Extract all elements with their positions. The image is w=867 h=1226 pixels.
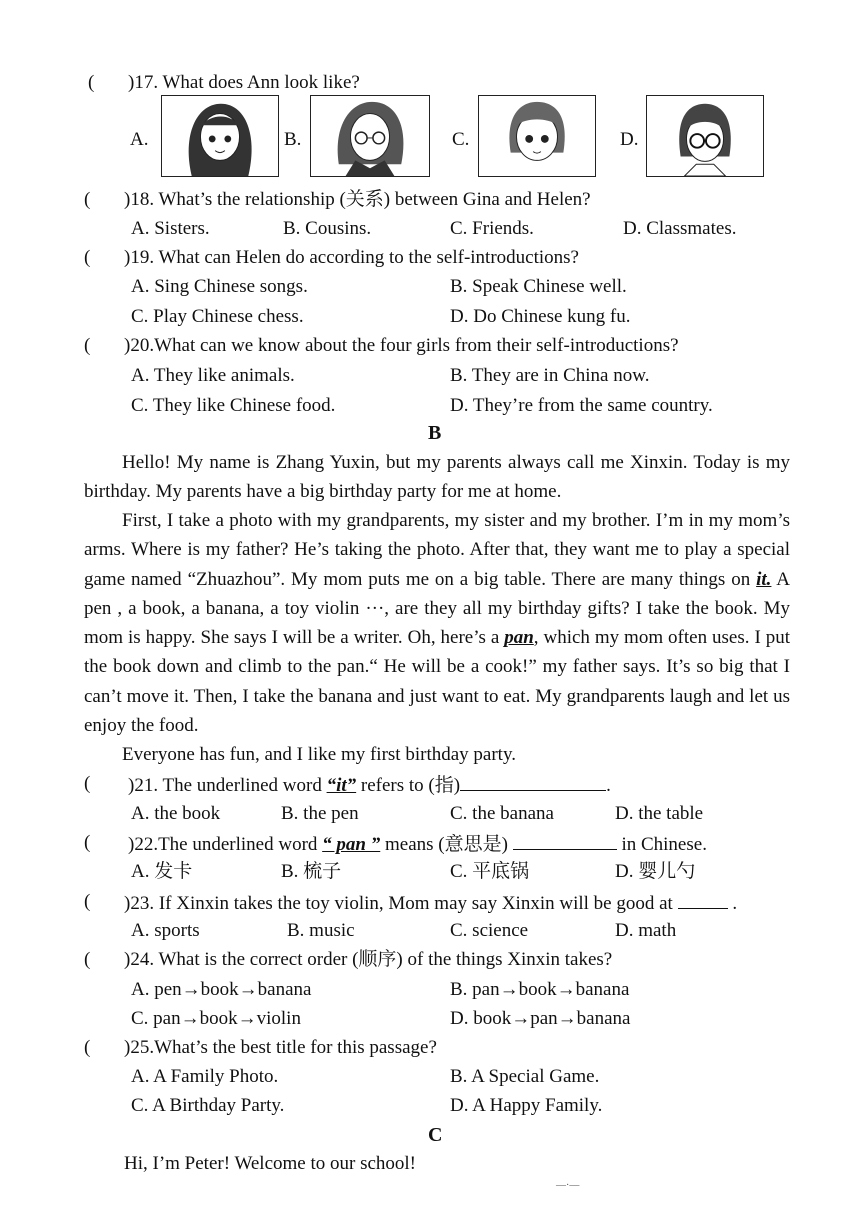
girl-long-hair-picture[interactable] bbox=[161, 95, 279, 177]
passage-b-paragraph-2 bbox=[84, 506, 790, 740]
passage-b-paragraph-3: Everyone has fun, and I like my first birthday party. bbox=[122, 744, 516, 765]
option-d[interactable]: D. math bbox=[615, 920, 677, 941]
stem-text: refers to (指) bbox=[356, 775, 461, 796]
option-c[interactable]: C. Play Chinese chess. bbox=[131, 306, 304, 327]
option-d[interactable]: D. the table bbox=[615, 803, 704, 824]
option-c[interactable]: C. the banana bbox=[450, 803, 554, 824]
passage-text: First, I take a photo with my grandparents, my sister and my brother. I’m in my mom’s arms. Where is my father? He’s taking the photo. After that, they want me to play a special game named “Zhuazhou”. My mom puts me on a big table. There are many things on bbox=[84, 510, 790, 590]
question-24-stem: )24. What is the correct order (顺序) of the things Xinxin takes? bbox=[124, 949, 613, 970]
question-17-stem: )17. What does Ann look like? bbox=[128, 72, 360, 93]
option-b[interactable]: B. the pen bbox=[281, 803, 359, 824]
answer-blank[interactable] bbox=[513, 833, 617, 850]
option-a[interactable]: A. They like animals. bbox=[131, 365, 295, 386]
option-d[interactable]: D. book→pan→banana bbox=[450, 1008, 631, 1029]
option-c[interactable]: C. science bbox=[450, 920, 529, 941]
option-b[interactable]: B. A Special Game. bbox=[450, 1066, 600, 1087]
option-c[interactable]: C. A Birthday Party. bbox=[131, 1095, 285, 1116]
option-b[interactable]: B. music bbox=[287, 920, 355, 941]
option-d[interactable]: D. Classmates. bbox=[623, 218, 737, 239]
option-letter-c[interactable]: C. bbox=[452, 129, 470, 150]
question-20-stem: )20.What can we know about the four girls from their self-introductions? bbox=[124, 335, 679, 356]
question-22-stem bbox=[128, 833, 707, 854]
option-letter-a[interactable]: A. bbox=[130, 129, 149, 150]
option-letter-b[interactable]: B. bbox=[284, 129, 302, 150]
answer-paren[interactable]: ( bbox=[88, 72, 95, 93]
option-b[interactable]: B. Cousins. bbox=[283, 218, 372, 239]
option-a[interactable]: A. pen→book→banana bbox=[131, 979, 312, 1000]
answer-paren[interactable]: ( bbox=[84, 891, 91, 912]
option-a[interactable]: A. Sisters. bbox=[131, 218, 210, 239]
option-d[interactable]: D. They’re from the same country. bbox=[450, 395, 713, 416]
section-heading-c: C bbox=[428, 1124, 443, 1146]
passage-text: A pen , a book, a banana, a toy violin ···, are they all my birthday gifts? I take the book. My mom is happy. She says I will be a writer. Oh, here’s a bbox=[84, 568, 790, 649]
option-d[interactable]: D. Do Chinese kung fu. bbox=[450, 306, 631, 327]
option-d[interactable]: D. 婴儿勺 bbox=[615, 861, 696, 882]
option-a[interactable]: A. Sing Chinese songs. bbox=[131, 276, 308, 297]
answer-paren[interactable]: ( bbox=[84, 1037, 91, 1058]
underlined-word-it: “it” bbox=[326, 775, 357, 796]
answer-blank[interactable] bbox=[460, 774, 606, 791]
option-c[interactable]: C. Friends. bbox=[450, 218, 534, 239]
question-19-stem: )19. What can Helen do according to the self-introductions? bbox=[124, 247, 579, 268]
stem-text: )23. If Xinxin takes the toy violin, Mom may say Xinxin will be good at bbox=[124, 893, 678, 914]
question-25-stem: )25.What’s the best title for this passage? bbox=[124, 1037, 437, 1058]
answer-paren[interactable]: ( bbox=[84, 949, 91, 970]
passage-text: , which my mom often uses. I put the book down and climb to the pan.“ He will be a cook!” my father says. It’s so big that I can’t move it. Then, I take the banana and just want to eat. My grandparents laugh and let us enjoy the food. bbox=[84, 627, 790, 737]
answer-paren[interactable]: ( bbox=[84, 335, 91, 356]
girl-glasses-curly-drawing bbox=[311, 96, 429, 176]
stem-text: . bbox=[606, 775, 611, 796]
answer-paren[interactable]: ( bbox=[84, 247, 91, 268]
scan-mark: —·— bbox=[556, 1180, 580, 1191]
option-a[interactable]: A. sports bbox=[131, 920, 200, 941]
girl-bob-glasses-picture[interactable] bbox=[646, 95, 764, 177]
stem-text: in Chinese. bbox=[616, 834, 707, 855]
option-c[interactable]: C. They like Chinese food. bbox=[131, 395, 336, 416]
underlined-word-pan: “ pan ” bbox=[322, 834, 381, 855]
stem-text: )21. The underlined word bbox=[128, 775, 327, 796]
question-23-stem bbox=[124, 892, 737, 913]
option-c[interactable]: C. 平底锅 bbox=[450, 861, 530, 882]
option-b[interactable]: B. 梳子 bbox=[281, 861, 342, 882]
girl-glasses-curly-picture[interactable] bbox=[310, 95, 430, 177]
stem-text: . bbox=[727, 893, 738, 914]
stem-text: )22.The underlined word bbox=[128, 834, 323, 855]
question-21-stem bbox=[128, 774, 611, 795]
option-b[interactable]: B. They are in China now. bbox=[450, 365, 650, 386]
girl-long-hair-drawing bbox=[162, 96, 278, 176]
option-letter-d[interactable]: D. bbox=[620, 129, 639, 150]
option-b[interactable]: B. pan→book→banana bbox=[450, 979, 630, 1000]
girl-bob-glasses-drawing bbox=[647, 96, 763, 176]
passage-b-paragraph-1: Hello! My name is Zhang Yuxin, but my parents always call me Xinxin. Today is my birthday. My parents have a big birthday party for me at home. bbox=[84, 452, 790, 503]
option-b[interactable]: B. Speak Chinese well. bbox=[450, 276, 627, 297]
girl-short-hair-picture[interactable] bbox=[478, 95, 596, 177]
option-d[interactable]: D. A Happy Family. bbox=[450, 1095, 603, 1116]
option-c[interactable]: C. pan→book→violin bbox=[131, 1008, 301, 1029]
option-a[interactable]: A. the book bbox=[131, 803, 221, 824]
passage-c-paragraph-1: Hi, I’m Peter! Welcome to our school! bbox=[124, 1153, 417, 1174]
underlined-word-pan: pan bbox=[504, 627, 534, 649]
section-heading-b: B bbox=[428, 422, 442, 444]
question-18-stem: )18. What’s the relationship (关系) between Gina and Helen? bbox=[124, 189, 591, 210]
answer-blank[interactable] bbox=[678, 892, 728, 909]
underlined-word-it: it. bbox=[756, 568, 772, 590]
option-a[interactable]: A. A Family Photo. bbox=[131, 1066, 279, 1087]
stem-text: means (意思是) bbox=[380, 834, 513, 855]
girl-short-hair-drawing bbox=[479, 96, 595, 176]
answer-paren[interactable]: ( bbox=[84, 832, 91, 853]
option-a[interactable]: A. 发卡 bbox=[131, 861, 193, 882]
answer-paren[interactable]: ( bbox=[84, 773, 91, 794]
answer-paren[interactable]: ( bbox=[84, 189, 91, 210]
